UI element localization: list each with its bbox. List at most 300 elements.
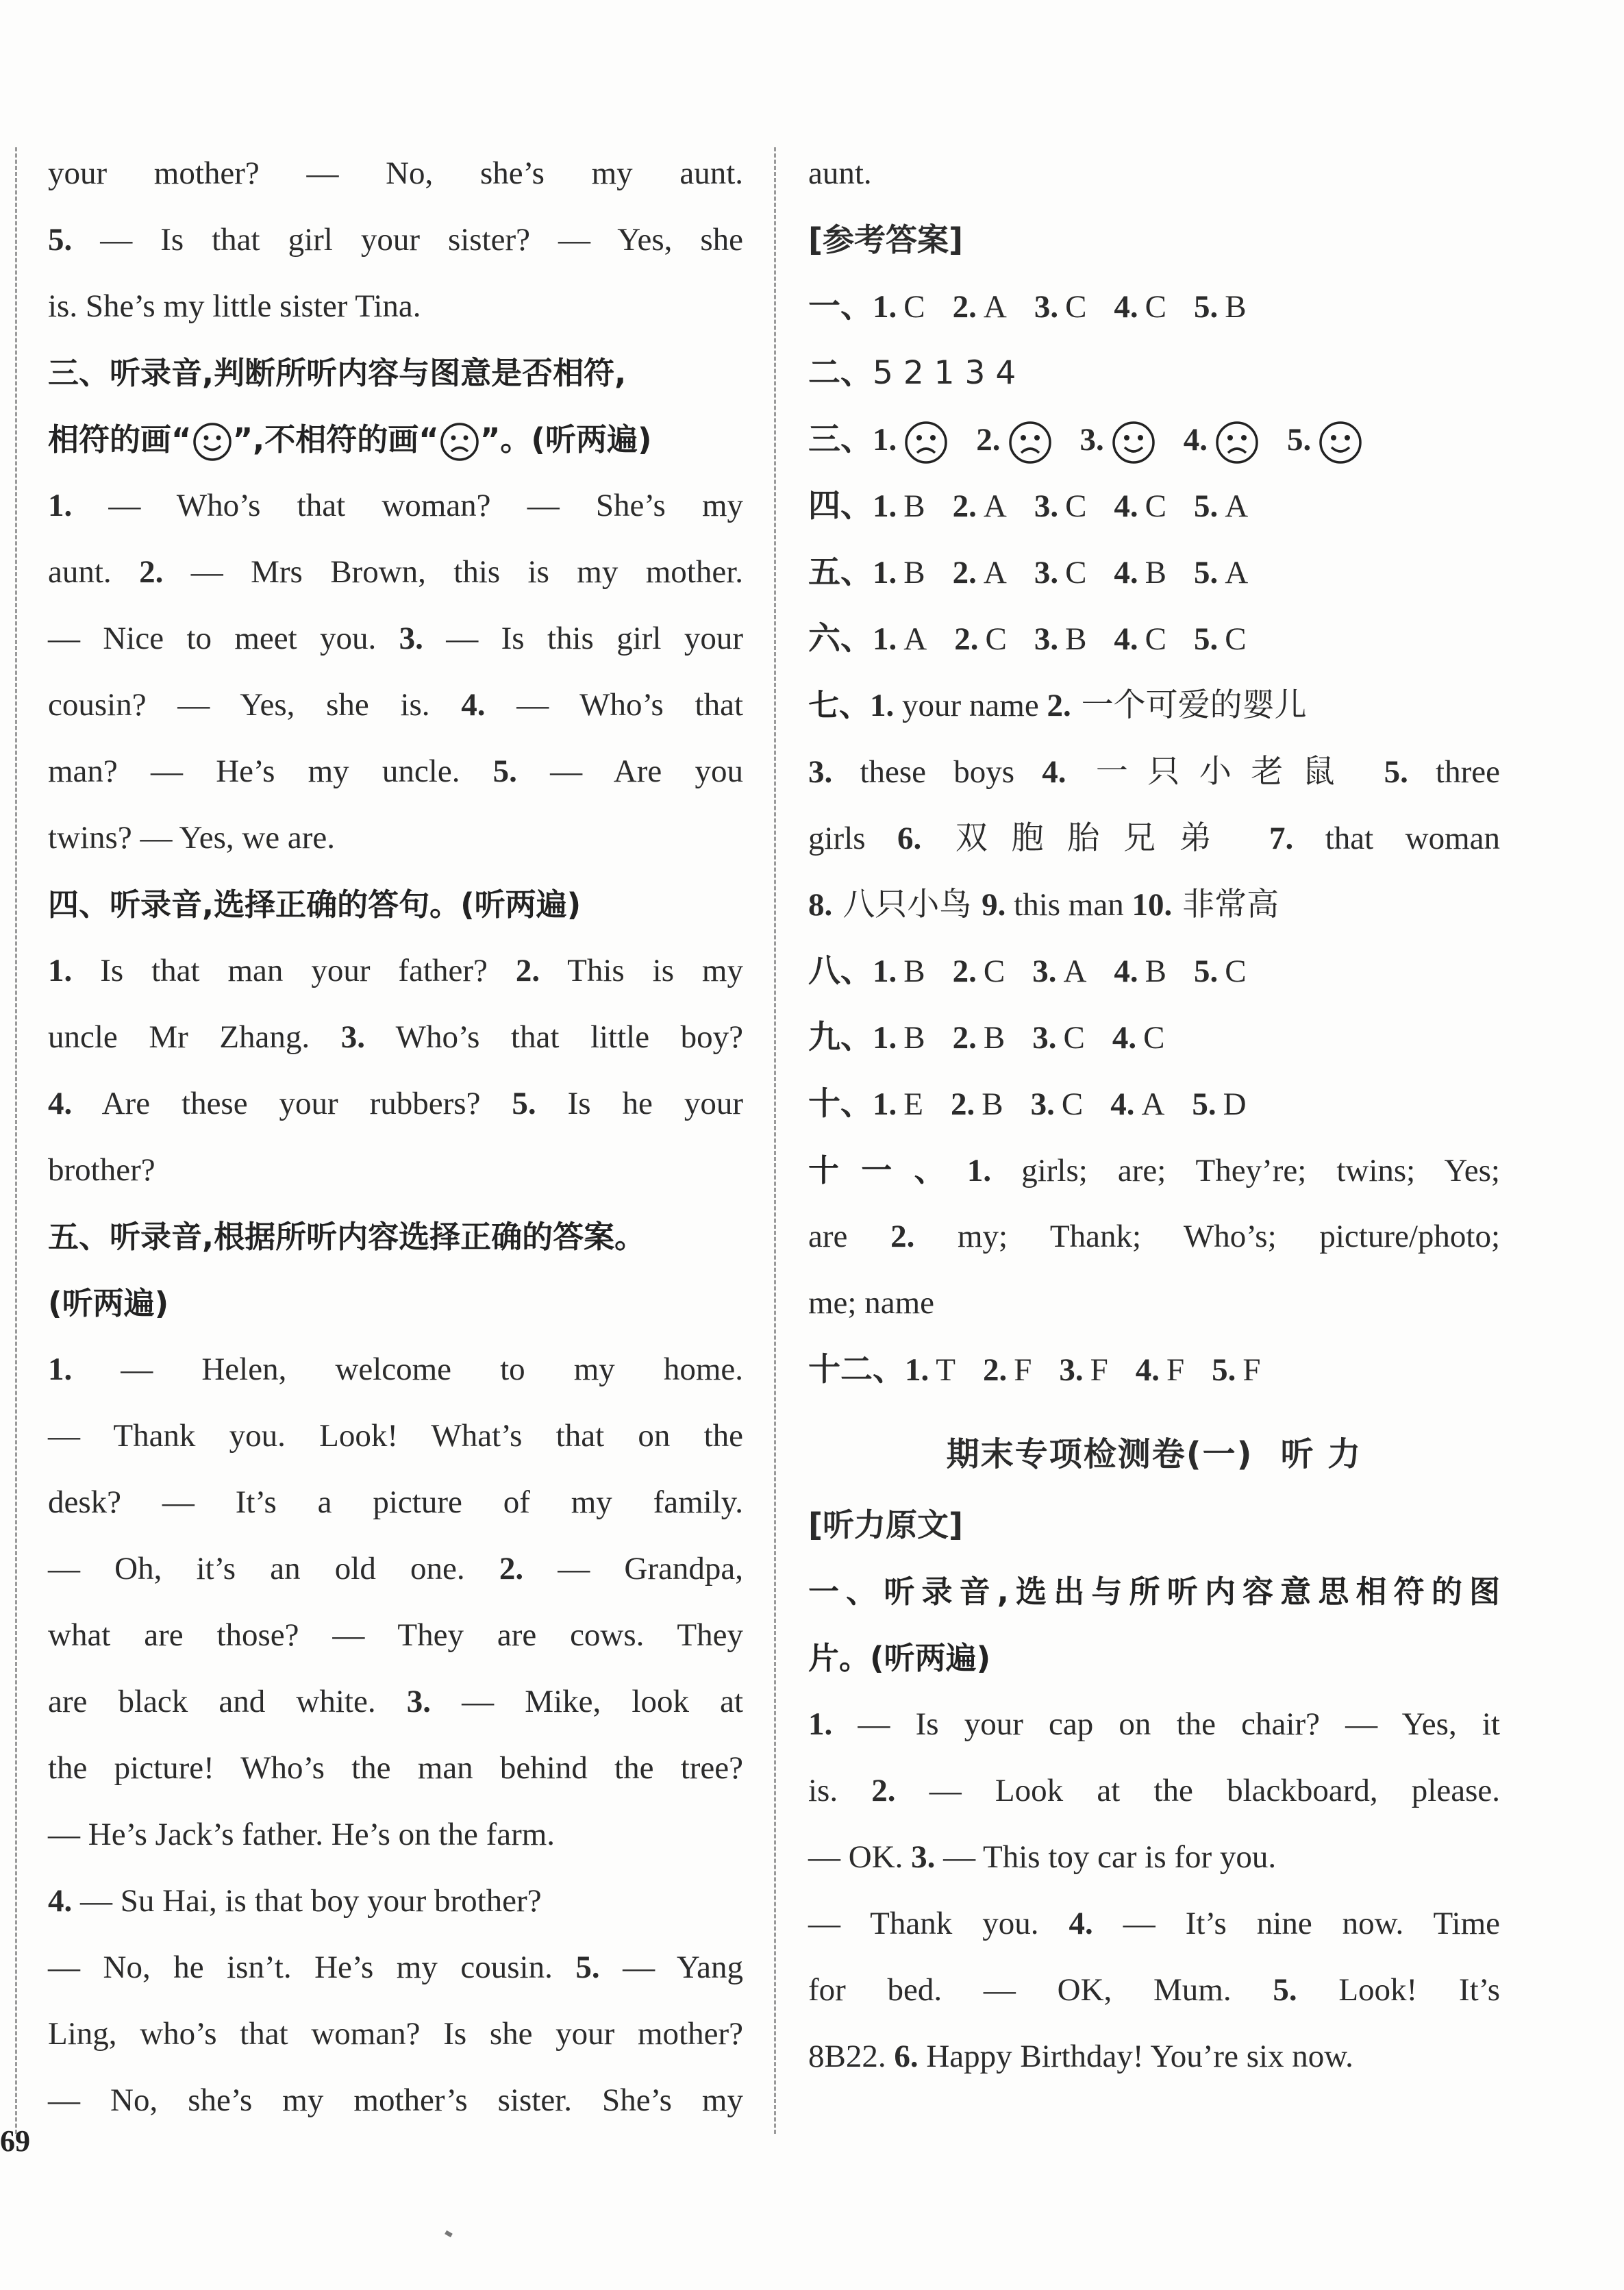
answer-list — [873, 488, 1275, 524]
answer-item — [953, 1005, 1005, 1071]
answer-item — [1080, 407, 1156, 473]
item-number: 1. — [873, 954, 897, 989]
text-line — [808, 738, 1500, 805]
answer-row-11 — [808, 1137, 1500, 1204]
text: — Is your cap on the chair? — Yes, it — [832, 1706, 1500, 1742]
text-line — [48, 1602, 743, 1669]
answer-value: A — [983, 488, 1007, 524]
answer-value: B — [1145, 555, 1167, 590]
sad-face-icon — [903, 422, 949, 458]
answer-item — [1034, 274, 1087, 340]
answer-item — [1194, 938, 1247, 1005]
item-number: 1. — [873, 621, 897, 657]
text: the picture! Who’s the man behind the tree? — [48, 1750, 743, 1786]
answer-value: B — [983, 1020, 1005, 1056]
answer-item — [1114, 540, 1166, 606]
item-number: 1. — [870, 688, 895, 723]
text: — Is this girl your — [423, 621, 743, 656]
item-number: 4. — [1114, 488, 1138, 524]
answer-value: C — [903, 289, 925, 325]
text: — It’s nine now. Time — [1092, 1906, 1500, 1941]
answer-value: F — [1014, 1352, 1032, 1388]
answer-item — [873, 1005, 925, 1071]
text-line — [48, 672, 743, 738]
text: 一只小老鼠 — [1066, 753, 1384, 791]
item-number: 6. — [894, 2039, 919, 2074]
section-heading-5 — [48, 1204, 743, 1270]
answer-value: C — [1065, 289, 1087, 325]
text: — No, he isn’t. He’s my cousin. — [48, 1950, 576, 1985]
text: brother? — [48, 1152, 155, 1188]
answer-list — [873, 555, 1275, 590]
item-number: 1. — [966, 1153, 992, 1188]
answer-item — [873, 1071, 923, 1138]
item-number: 2. — [871, 1773, 896, 1808]
text: — Thank you. — [808, 1906, 1069, 1941]
text: that woman — [1293, 821, 1500, 856]
answer-label: 十二、 — [808, 1351, 905, 1389]
right-column — [808, 140, 1500, 2090]
text: these boys — [832, 754, 1042, 790]
text: desk? — It’s a picture of my family. — [48, 1484, 743, 1520]
text: for bed. — OK, Mum. — [808, 1972, 1273, 2008]
section-heading-3-cont — [48, 406, 743, 473]
item-number: 4. — [1114, 954, 1138, 989]
item-number: 4. — [1042, 754, 1066, 790]
item-number: 2. — [952, 1020, 977, 1056]
text: aunt. — [48, 554, 140, 590]
answer-list — [873, 289, 1274, 325]
item-number: 3. — [1034, 289, 1059, 325]
answer-item — [1192, 1071, 1246, 1138]
text: — Who’s that — [485, 687, 744, 723]
item-number: 3. — [1032, 1020, 1057, 1056]
heading-text: [参考答案] — [808, 221, 964, 258]
item-number: 2. — [952, 954, 977, 989]
answer-item — [873, 540, 925, 606]
answer-item — [1114, 606, 1166, 673]
answer-value: F — [1166, 1352, 1185, 1388]
item-number: 2. — [950, 1086, 975, 1122]
item-number: 3. — [1032, 954, 1057, 989]
answer-row-10 — [808, 1071, 1500, 1137]
item-number: 10. — [1132, 887, 1173, 923]
answer-item — [1184, 407, 1260, 473]
text-line — [808, 871, 1500, 938]
answer-value: C — [1225, 621, 1247, 657]
answer-value: C — [1145, 621, 1167, 657]
text-line — [48, 2067, 743, 2134]
item-number: 3. — [1034, 488, 1059, 524]
answer-item — [1136, 1337, 1184, 1404]
text: — Helen, welcome to my home. — [72, 1352, 743, 1387]
answer-label: 三、 — [808, 421, 873, 458]
item-number: 4. — [48, 1883, 73, 1919]
text: — This toy car is for you. — [935, 1839, 1277, 1875]
text-line — [808, 1758, 1500, 1824]
heading-text: 片。(听两遍) — [808, 1640, 991, 1676]
title-text: 听 力 — [1280, 1435, 1362, 1473]
face-answer-list — [873, 422, 1390, 458]
text: twins? — Yes, we are. — [48, 820, 336, 856]
text-line — [808, 1691, 1500, 1758]
text: is. She’s my little sister Tina. — [48, 288, 421, 324]
listening-script-heading — [808, 1492, 1500, 1558]
answer-value: E — [903, 1086, 923, 1122]
text: — Yang — [599, 1950, 743, 1985]
item-number: 2. — [952, 488, 977, 524]
answer-item — [953, 540, 1007, 606]
answer-item — [873, 407, 949, 473]
item-number: 5. — [1194, 555, 1219, 590]
answer-item — [873, 606, 927, 673]
item-number: 2. — [890, 1219, 915, 1254]
answer-item — [1034, 540, 1087, 606]
item-number: 1. — [48, 488, 73, 523]
text: Look! It’s — [1297, 1972, 1500, 2008]
item-number: 6. — [897, 821, 922, 856]
item-number: 4. — [1114, 555, 1138, 590]
answer-value: C — [1065, 488, 1087, 524]
answer-value: C — [1225, 954, 1247, 989]
text: — Are you — [516, 754, 743, 789]
answer-item — [873, 274, 925, 340]
item-number: 9. — [982, 887, 1006, 923]
item-number: 5. — [575, 1950, 600, 1985]
answer-value: B — [903, 555, 925, 590]
answer-value: D — [1223, 1086, 1247, 1122]
item-number: 5. — [1273, 1972, 1297, 2008]
answer-row-5 — [808, 539, 1500, 606]
item-number: 4. — [1114, 289, 1138, 325]
answer-item — [1287, 407, 1363, 473]
title-text: 期末专项检测卷(一) — [946, 1435, 1253, 1473]
text-line — [48, 539, 743, 606]
answer-value: C — [1145, 289, 1167, 325]
sad-face-icon — [1008, 422, 1053, 458]
answer-value: T — [936, 1352, 955, 1388]
answer-value: F — [1242, 1352, 1261, 1388]
item-number: 5. — [1194, 954, 1219, 989]
item-number: 8. — [808, 887, 833, 923]
answer-value: B — [982, 1086, 1003, 1122]
answer-value: B — [1145, 954, 1167, 989]
item-number: 4. — [1135, 1352, 1160, 1388]
answer-item — [1034, 473, 1087, 540]
item-number: 1. — [873, 1086, 897, 1122]
answer-item — [1031, 1071, 1084, 1138]
answer-item — [1059, 1337, 1108, 1404]
item-number: 2. — [139, 554, 164, 590]
item-number: 3. — [340, 1019, 365, 1055]
answer-item — [1034, 606, 1087, 673]
heading-text: 三、听录音,判断所听内容与图意是否相符, — [48, 355, 627, 391]
item-number: 7. — [1269, 821, 1294, 856]
sad-face-icon — [439, 421, 480, 462]
text-line — [808, 805, 1500, 871]
text: — Who’s that woman? — She’s my — [72, 488, 743, 523]
text-line — [48, 473, 743, 539]
answer-row-3 — [808, 406, 1500, 473]
text: your name — [894, 688, 1047, 723]
item-number: 2. — [952, 289, 977, 325]
answer-value: C — [1143, 1020, 1165, 1056]
answer-row-4 — [808, 473, 1500, 539]
answer-value: A — [983, 289, 1007, 325]
item-number: 5. — [1212, 1352, 1236, 1388]
text: girls — [808, 821, 898, 856]
item-number: 3. — [1030, 1086, 1055, 1122]
item-number: 3. — [1034, 621, 1059, 657]
item-number: 4. — [1183, 422, 1208, 458]
column-divider — [774, 147, 776, 2134]
answer-value: B — [1225, 289, 1247, 325]
answer-item — [954, 606, 1007, 673]
item-number: 1. — [808, 1706, 833, 1742]
answer-label: 一、 — [808, 288, 873, 325]
text: — Mike, look at — [431, 1684, 743, 1719]
smiley-face-icon — [1318, 422, 1363, 458]
answer-item — [951, 1071, 1003, 1138]
item-number: 3. — [911, 1839, 936, 1875]
sad-face-icon — [1214, 422, 1260, 458]
text-line — [48, 2001, 743, 2067]
item-number: 2. — [982, 1352, 1008, 1388]
text: uncle Mr Zhang. — [48, 1019, 341, 1055]
text: 非常高 — [1172, 886, 1279, 923]
item-number: 2. — [952, 555, 977, 590]
smiley-face-icon — [192, 421, 233, 462]
text: me; name — [808, 1285, 935, 1321]
text: 双胞胎兄弟 — [921, 819, 1270, 857]
print-speck — [445, 2230, 453, 2237]
section-heading-3 — [48, 340, 743, 406]
answer-label: 十、 — [808, 1085, 873, 1123]
heading-text: 四、听录音,选择正确的答句。(听两遍) — [48, 886, 582, 923]
item-number: 5. — [48, 222, 73, 258]
answer-value: C — [985, 621, 1007, 657]
text: — Mrs Brown, this is my mother. — [163, 554, 744, 590]
answer-value: A — [1225, 488, 1249, 524]
text: This is my — [540, 953, 743, 988]
heading-text: (听两遍) — [48, 1285, 169, 1321]
answer-item — [905, 1337, 955, 1404]
item-number: 5. — [1194, 289, 1219, 325]
text: your mother? — No, she’s my aunt. — [48, 155, 743, 191]
answer-item — [1194, 606, 1247, 673]
text: — Oh, it’s an old one. — [48, 1551, 499, 1586]
item-number: 2. — [1047, 688, 1071, 723]
text: — No, she’s my mother’s sister. She’s my — [48, 2082, 743, 2118]
item-number: 2. — [976, 422, 1001, 458]
text-line — [48, 606, 743, 672]
section-heading-4 — [48, 871, 743, 938]
text-line — [48, 805, 743, 871]
text-line — [48, 1735, 743, 1802]
section-heading-1-cont — [808, 1625, 1500, 1691]
item-number: 2. — [499, 1551, 524, 1586]
item-number: 2. — [954, 621, 979, 657]
text: is. — [808, 1773, 872, 1808]
text: — Is that girl your sister? — Yes, she — [72, 222, 743, 258]
answer-item — [1112, 1005, 1165, 1071]
item-number: 4. — [1114, 621, 1138, 657]
answer-value: F — [1090, 1352, 1108, 1388]
answer-label: 八、 — [808, 952, 873, 990]
answer-item — [1194, 274, 1247, 340]
text-line — [48, 1137, 743, 1204]
item-number: 3. — [1079, 422, 1104, 458]
heading-text: 相符的画“ — [48, 421, 192, 458]
item-number: 1. — [905, 1352, 929, 1388]
item-number: 4. — [48, 1086, 73, 1121]
text: Happy Birthday! You’re six now. — [918, 2039, 1353, 2074]
left-column — [48, 140, 743, 2134]
item-number: 3. — [1059, 1352, 1084, 1388]
text-line — [48, 1403, 743, 1469]
answer-item — [953, 938, 1005, 1005]
text: — Look at the blackboard, please. — [895, 1773, 1500, 1808]
answer-item — [976, 407, 1052, 473]
item-number: 5. — [1194, 488, 1219, 524]
item-number: 3. — [1034, 555, 1059, 590]
text: Ling, who’s that woman? Is she your mother? — [48, 2016, 743, 2052]
item-number: 4. — [1112, 1020, 1137, 1056]
answer-list — [873, 1086, 1274, 1122]
answer-row-2 — [808, 340, 1500, 406]
text-line — [808, 1957, 1500, 2024]
text: 八只小鸟 — [832, 886, 982, 923]
answer-label: 四、 — [808, 487, 873, 525]
reference-answers-heading — [808, 207, 1500, 273]
item-number: 4. — [1069, 1906, 1093, 1941]
answer-item — [1194, 473, 1248, 540]
answer-row-8 — [808, 938, 1500, 1004]
answer-label: 十一、 — [808, 1152, 967, 1188]
answer-item — [953, 473, 1007, 540]
answer-value: C — [1061, 1086, 1084, 1122]
item-number: 4. — [461, 687, 486, 723]
text: this man — [1005, 887, 1132, 923]
answer-item — [1114, 473, 1166, 540]
text-line — [48, 1669, 743, 1735]
text: Is he your — [536, 1086, 743, 1121]
answer-row-12 — [808, 1336, 1500, 1403]
item-number: 1. — [873, 289, 897, 325]
text-line — [48, 1469, 743, 1536]
item-number: 3. — [399, 621, 423, 656]
heading-text: 一、听录音,选出与所听内容意思相符的图 — [808, 1573, 1500, 1610]
item-number: 5. — [1194, 621, 1219, 657]
answer-item — [1110, 1071, 1164, 1138]
answer-value: C — [1065, 555, 1087, 590]
answer-item — [1194, 540, 1248, 606]
item-number: 5. — [492, 754, 517, 789]
text-line — [808, 1824, 1500, 1891]
heading-text: ”,不相符的画“ — [232, 421, 439, 458]
text: 8B22. — [808, 2039, 895, 2074]
text: Is that man your father? — [72, 953, 516, 988]
text-line — [48, 207, 743, 273]
answer-label: 七、 — [808, 687, 871, 723]
answer-label: 五、 — [808, 553, 873, 591]
answer-list — [905, 1352, 1288, 1388]
text-line — [48, 1004, 743, 1071]
text-line — [48, 1336, 743, 1403]
text-line — [48, 1802, 743, 1868]
text-line — [808, 1270, 1500, 1336]
text: Who’s that little boy? — [364, 1019, 743, 1055]
answer-row-9 — [808, 1004, 1500, 1071]
heading-text: 五、听录音,根据所听内容选择正确的答案。 — [48, 1219, 646, 1255]
text-line — [48, 738, 743, 805]
item-number: 5. — [1287, 422, 1312, 458]
text: 一个可爱的婴儿 — [1071, 686, 1307, 724]
answer-value: C — [1063, 1020, 1085, 1056]
text: are black and white. — [48, 1684, 407, 1719]
item-number: 1. — [873, 555, 897, 590]
answer-item — [953, 274, 1007, 340]
text-line — [48, 1071, 743, 1137]
answer-label: 二、 — [808, 354, 873, 392]
text-line — [48, 273, 743, 340]
section-heading-1 — [808, 1558, 1500, 1625]
answer-value: A — [1063, 954, 1087, 989]
item-number: 1. — [48, 1352, 73, 1387]
answer-item — [1032, 938, 1086, 1005]
item-number: 1. — [48, 953, 73, 988]
text-line — [48, 1536, 743, 1602]
item-number: 5. — [1192, 1086, 1216, 1122]
answer-row-7 — [808, 672, 1500, 738]
answer-item — [873, 938, 925, 1005]
text: aunt. — [808, 155, 872, 191]
text-line — [48, 1934, 743, 2001]
text-line — [808, 140, 1500, 207]
answer-value: C — [983, 954, 1005, 989]
answer-value: C — [1145, 488, 1167, 524]
answer-label: 九、 — [808, 1019, 873, 1056]
item-number: 5. — [512, 1086, 536, 1121]
text-line — [48, 140, 743, 207]
text: three — [1408, 754, 1500, 790]
answer-row-1 — [808, 273, 1500, 340]
answer-value: A — [903, 621, 927, 657]
answer-list — [873, 954, 1274, 989]
item-number: 1. — [873, 422, 897, 458]
heading-text: [听力原文] — [808, 1506, 964, 1543]
text: what are those? — They are cows. They — [48, 1617, 743, 1653]
text: — Nice to meet you. — [48, 621, 399, 656]
answer-value: B — [903, 1020, 925, 1056]
section-heading-5-cont — [48, 1270, 743, 1336]
text: are — [808, 1219, 891, 1254]
answer-item — [1114, 274, 1166, 340]
answer-value: B — [903, 954, 925, 989]
answer-item — [873, 473, 925, 540]
text: — Thank you. Look! What’s that on the — [48, 1418, 743, 1454]
text: cousin? — Yes, she is. — [48, 687, 462, 723]
item-number: 2. — [515, 953, 540, 988]
page-number: 69 — [0, 2124, 30, 2158]
answer-item — [1212, 1337, 1260, 1404]
text: — Grandpa, — [523, 1551, 743, 1586]
left-margin-rule — [15, 147, 17, 2134]
answer-value: A — [1141, 1086, 1165, 1122]
item-number: 1. — [873, 1020, 897, 1056]
answer-item — [1114, 938, 1166, 1005]
answer-item — [983, 1337, 1032, 1404]
